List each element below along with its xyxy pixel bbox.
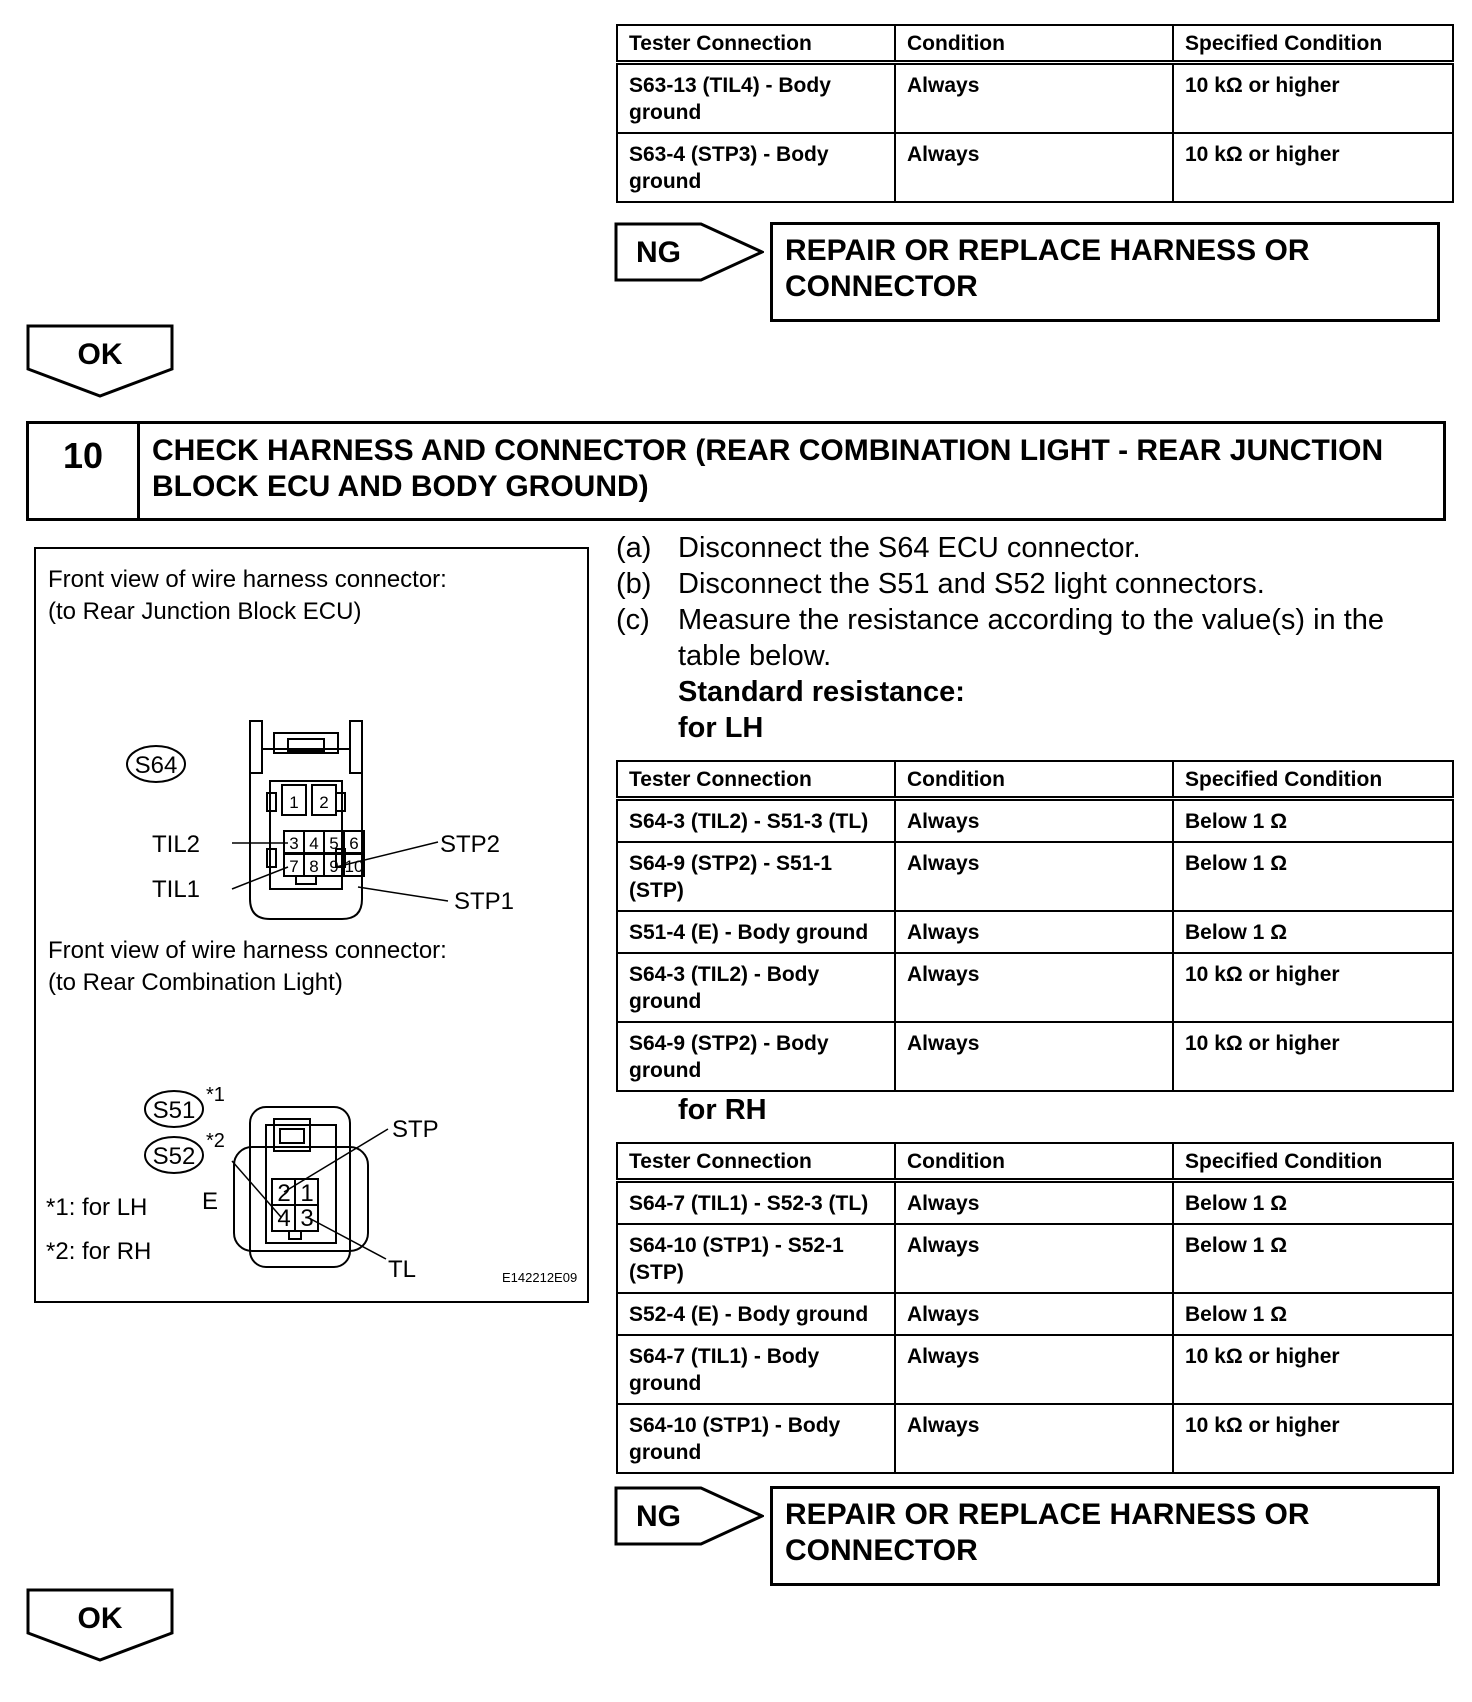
- pin-number: 4: [277, 1205, 291, 1232]
- table-cell: Always: [895, 1293, 1173, 1335]
- pin-number: 7: [289, 857, 299, 876]
- ng-label: NG: [636, 1500, 681, 1533]
- ok-arrow: [26, 1588, 174, 1662]
- rh-heading: for RH: [678, 1094, 767, 1126]
- column-header: Specified Condition: [1173, 761, 1453, 799]
- table-cell: S64-3 (TIL2) - S51-3 (TL): [617, 799, 895, 843]
- table-cell: Below 1 Ω: [1173, 799, 1453, 843]
- table-cell: S51-4 (E) - Body ground: [617, 911, 895, 953]
- standard-resistance-heading: Standard resistance:: [678, 676, 965, 708]
- pin-number: 2: [319, 793, 329, 812]
- table-header-row: [617, 761, 1453, 799]
- connector-diagram: [36, 549, 587, 1301]
- ng-arrow: [614, 1486, 764, 1546]
- column-header: Tester Connection: [617, 25, 895, 63]
- instruction-item: [616, 566, 1446, 606]
- column-header: Tester Connection: [617, 761, 895, 799]
- table-cell: Below 1 Ω: [1173, 842, 1453, 911]
- table-row: [617, 1224, 1453, 1293]
- connector-figure: [34, 547, 589, 1303]
- column-header: Tester Connection: [617, 1143, 895, 1181]
- table-cell: Below 1 Ω: [1173, 911, 1453, 953]
- step-header: [26, 421, 1446, 521]
- lh-spec-table: [616, 760, 1454, 1092]
- instruction-item: [616, 530, 1446, 570]
- table-cell: 10 kΩ or higher: [1173, 133, 1453, 202]
- table-cell: Below 1 Ω: [1173, 1181, 1453, 1225]
- instruction-label: (a): [616, 532, 652, 564]
- footnote: *2: for RH: [46, 1238, 152, 1265]
- table-cell: Below 1 Ω: [1173, 1224, 1453, 1293]
- table-cell: Always: [895, 1181, 1173, 1225]
- table-header-row: [617, 1143, 1453, 1181]
- instruction-text: Disconnect the S51 and S52 light connectors.: [678, 568, 1265, 600]
- table-cell: S64-9 (STP2) - S51-1 (STP): [617, 842, 895, 911]
- ng-arrow: [614, 222, 764, 282]
- table-cell: S64-7 (TIL1) - S52-3 (TL): [617, 1181, 895, 1225]
- table-row: [617, 63, 1453, 134]
- table-header-row: [617, 25, 1453, 63]
- table-cell: S52-4 (E) - Body ground: [617, 1293, 895, 1335]
- table-cell: Always: [895, 1224, 1173, 1293]
- table-cell: Always: [895, 1335, 1173, 1404]
- pin-number: 5: [329, 834, 339, 853]
- ng-label: NG: [636, 236, 681, 269]
- table-row: [617, 1022, 1453, 1091]
- footnote-marker: *1: [206, 1084, 225, 1106]
- table-row: [617, 799, 1453, 843]
- table-cell: Always: [895, 953, 1173, 1022]
- figure-caption: Front view of wire harness connector:: [48, 566, 447, 593]
- table-row: [617, 1181, 1453, 1225]
- ng-action-box: REPAIR OR REPLACE HARNESS OR CONNECTOR: [770, 1486, 1440, 1586]
- pin-number: 6: [349, 834, 359, 853]
- instruction-text: Disconnect the S64 ECU connector.: [678, 532, 1141, 564]
- table-row: [617, 911, 1453, 953]
- table-row: [617, 133, 1453, 202]
- instruction-item: [616, 602, 1446, 678]
- pin-number: 8: [309, 857, 319, 876]
- table-cell: 10 kΩ or higher: [1173, 1335, 1453, 1404]
- table-cell: S64-10 (STP1) - S52-1 (STP): [617, 1224, 895, 1293]
- table-cell: S64-10 (STP1) - Body ground: [617, 1404, 895, 1473]
- pin-label-stp2: STP2: [440, 831, 501, 858]
- table-cell: S64-3 (TIL2) - Body ground: [617, 953, 895, 1022]
- pin-label-stp: STP: [392, 1116, 439, 1143]
- table-cell: S64-9 (STP2) - Body ground: [617, 1022, 895, 1091]
- instruction-text: Measure the resistance according to the value(s) in the table below.: [678, 604, 1385, 672]
- pin-number: 4: [309, 834, 319, 853]
- pin-label-til1: TIL1: [152, 876, 201, 903]
- pin-number: 3: [300, 1205, 314, 1232]
- table-cell: 10 kΩ or higher: [1173, 953, 1453, 1022]
- column-header: Condition: [895, 761, 1173, 799]
- step-number: 10: [29, 424, 140, 518]
- figure-caption: Front view of wire harness connector:: [48, 937, 447, 964]
- table-row: [617, 842, 1453, 911]
- connector-id: S64: [134, 752, 178, 779]
- column-header: Condition: [895, 1143, 1173, 1181]
- instruction-label: (b): [616, 568, 652, 600]
- pin-number: 1: [300, 1180, 314, 1207]
- table-cell: Always: [895, 1404, 1173, 1473]
- top-spec-table: [616, 24, 1454, 203]
- pin-number: 1: [289, 793, 299, 812]
- table-cell: 10 kΩ or higher: [1173, 1404, 1453, 1473]
- instruction-label: (c): [616, 604, 650, 636]
- table-cell: Always: [895, 63, 1173, 134]
- table-cell: Below 1 Ω: [1173, 1293, 1453, 1335]
- ok-label: OK: [77, 1602, 123, 1635]
- figure-code: E142212E09: [502, 1270, 578, 1285]
- connector-id: S51: [152, 1097, 196, 1124]
- rh-spec-table: [616, 1142, 1454, 1474]
- table-row: [617, 1404, 1453, 1473]
- table-cell: 10 kΩ or higher: [1173, 1022, 1453, 1091]
- column-header: Specified Condition: [1173, 1143, 1453, 1181]
- pin-label-e: E: [202, 1188, 219, 1215]
- ok-label: OK: [77, 338, 123, 371]
- step-title: CHECK HARNESS AND CONNECTOR (REAR COMBINATION LIGHT - REAR JUNCTION BLOCK ECU AND BODY GROUND): [152, 434, 1384, 503]
- table-row: [617, 1335, 1453, 1404]
- column-header: Condition: [895, 25, 1173, 63]
- table-cell: S63-13 (TIL4) - Body ground: [617, 63, 895, 134]
- ok-arrow: [26, 324, 174, 398]
- table-row: [617, 1293, 1453, 1335]
- pin-number: 3: [289, 834, 299, 853]
- lh-heading: for LH: [678, 712, 764, 744]
- column-header: Specified Condition: [1173, 25, 1453, 63]
- table-row: [617, 953, 1453, 1022]
- figure-caption: (to Rear Junction Block ECU): [48, 598, 362, 625]
- pin-label-stp1: STP1: [454, 888, 515, 915]
- connector-id: S52: [152, 1143, 196, 1170]
- ng-action-box: REPAIR OR REPLACE HARNESS OR CONNECTOR: [770, 222, 1440, 322]
- table-cell: S64-7 (TIL1) - Body ground: [617, 1335, 895, 1404]
- pin-number: 10: [344, 857, 364, 876]
- rear-junction-block-connector: [250, 721, 364, 919]
- footnote: *1: for LH: [46, 1194, 148, 1221]
- table-cell: S63-4 (STP3) - Body ground: [617, 133, 895, 202]
- table-cell: 10 kΩ or higher: [1173, 63, 1453, 134]
- pin-label-til2: TIL2: [152, 831, 201, 858]
- footnote-marker: *2: [206, 1130, 225, 1152]
- table-cell: Always: [895, 911, 1173, 953]
- table-cell: Always: [895, 842, 1173, 911]
- table-cell: Always: [895, 1022, 1173, 1091]
- table-cell: Always: [895, 799, 1173, 843]
- pin-number: 9: [329, 857, 339, 876]
- pin-label-tl: TL: [388, 1256, 417, 1283]
- table-cell: Always: [895, 133, 1173, 202]
- figure-caption: (to Rear Combination Light): [48, 969, 343, 996]
- pin-number: 2: [277, 1180, 291, 1207]
